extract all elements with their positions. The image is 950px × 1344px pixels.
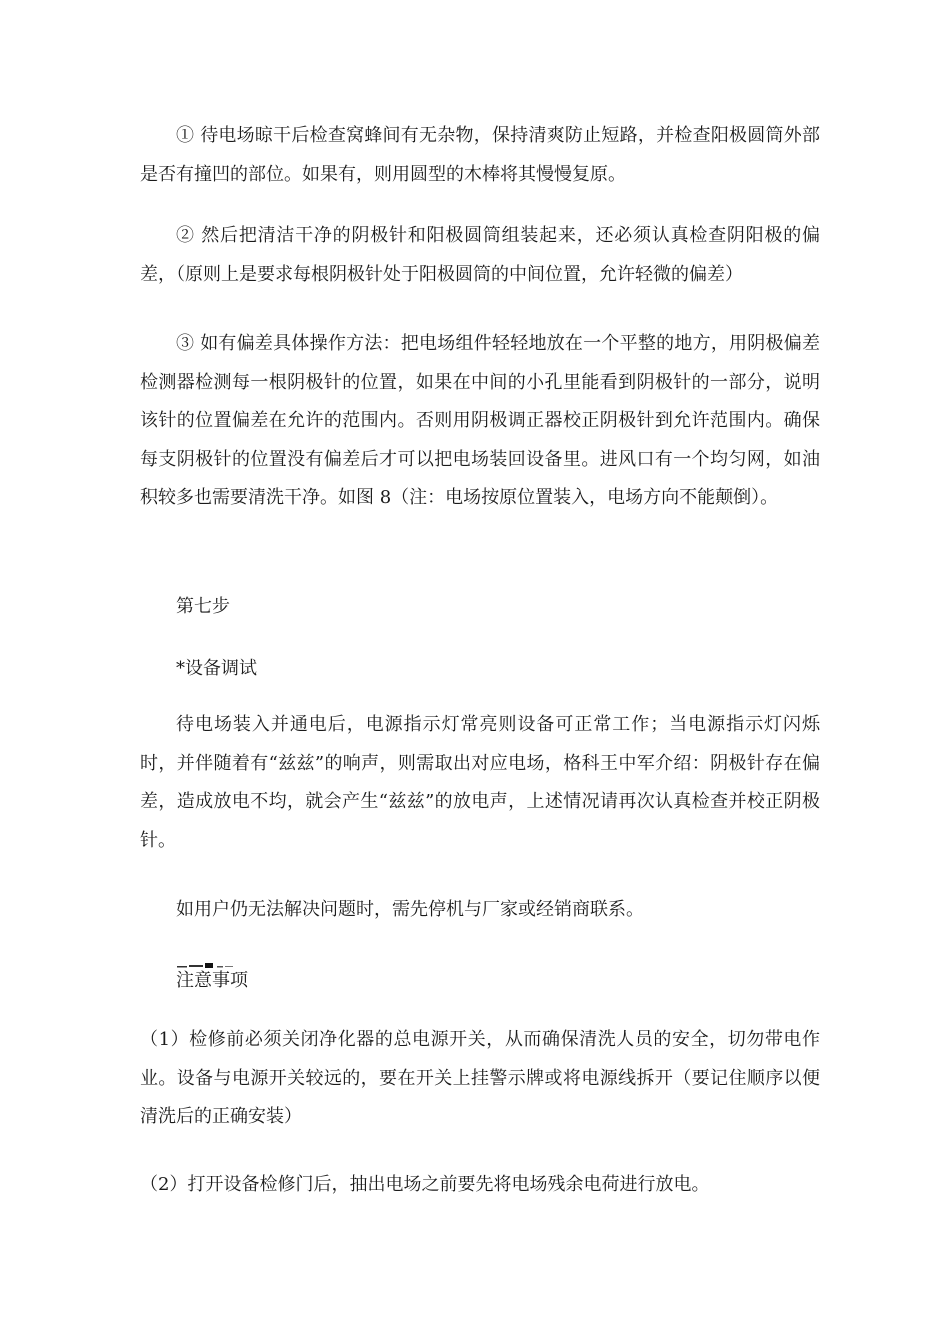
note-1: （1）检修前必须关闭净化器的总电源开关，从而确保清洗人员的安全，切勿带电作业。设备与电源开关较远的，要在开关上挂警示牌或将电源线拆开（要记住顺序以便清洗后的正确安装） (140, 1029, 820, 1127)
section-title: *设备调试 (176, 658, 257, 679)
notes-title: 注意事项 (176, 970, 248, 991)
note-2: （2）打开设备检修门后，抽出电场之前要先将电场残余电荷进行放电。 (140, 1174, 710, 1195)
step-label: 第七步 (176, 596, 230, 617)
paragraph-3: ③ 如有偏差具体操作方法：把电场组件轻轻地放在一个平整的地方，用阴极偏差检测器检测每一根阴极针的位置，如果在中间的小孔里能看到阴极针的一部分，说明该针的位置偏差在允许的范围内。否则用阴极调正器校正阴极针到允许范围内。确保每支阴极针的位置没有偏差后才可以把电场装回设备里。进风口有一个均匀网，如油积较多也需要清洗干净。如图 8（注：电场按原位置装入，电场方向不能颠倒）。 (140, 333, 820, 508)
paragraph-2: ② 然后把清洁干净的阴极针和阳极圆筒组装起来，还必须认真检查阴阳极的偏差，（原则上是要求每根阴极针处于阳极圆筒的中间位置，允许轻微的偏差） (140, 225, 820, 285)
debug-paragraph-1: 待电场装入并通电后，电源指示灯常亮则设备可正常工作；当电源指示灯闪烁时，并伴随着有“兹兹”的响声，则需取出对应电场，格科王中军介绍：阴极针存在偏差，造成放电不均，就会产生“兹兹”的放电声，上述情况请再次认真检查并校正阴极针。 (140, 714, 820, 851)
debug-paragraph-2: 如用户仍无法解决问题时，需先停机与厂家或经销商联系。 (176, 899, 644, 920)
paragraph-1: ① 待电场晾干后检查窝蜂间有无杂物，保持清爽防止短路，并检查阳极圆筒外部是否有撞凹的部位。如果有，则用圆型的木棒将其慢慢复原。 (140, 125, 820, 185)
